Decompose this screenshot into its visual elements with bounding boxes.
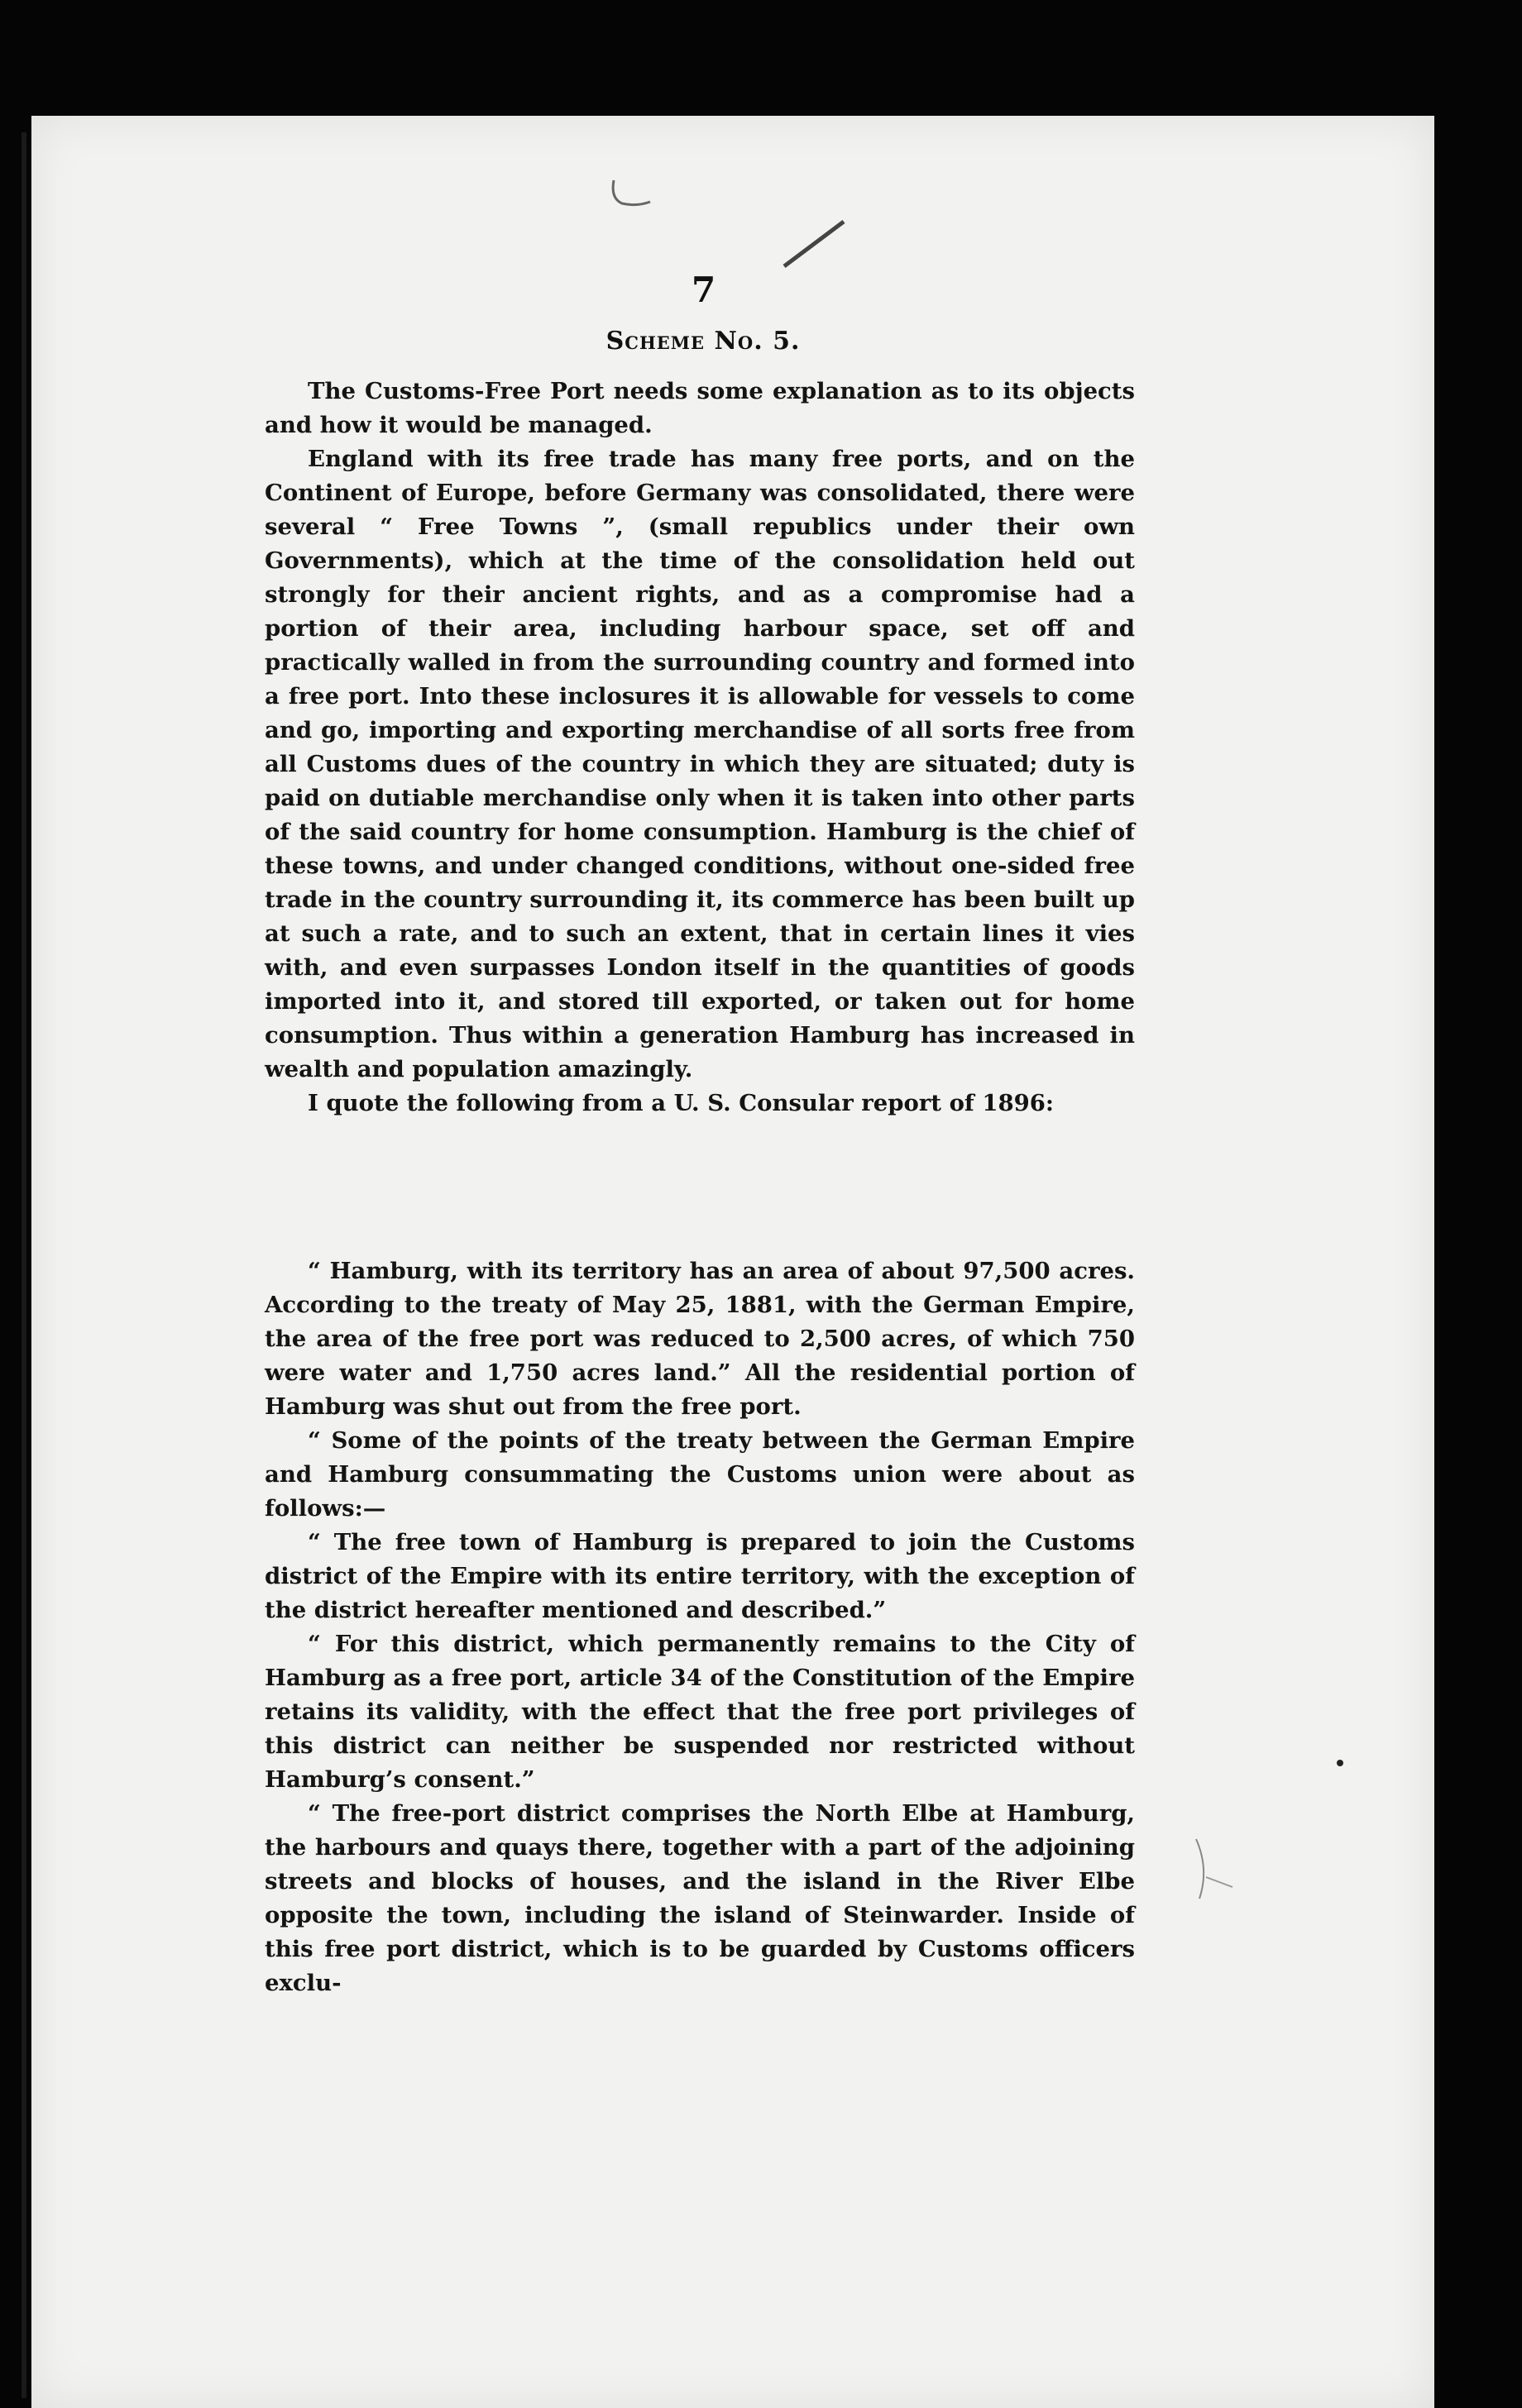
paragraph: “ For this district, which permanently remains to the City of Hamburg as a free port, article 34 of the Constitution of the Empire retains its validity, with the effect that the free port privileges of this district can neither be suspended nor restricted without Hamburg’s consent.” [265,1631,1135,1793]
paragraph: I quote the following from a U. S. Consular report of 1896: [308,1090,1055,1116]
section-heading: Scheme No. 5. [605,327,801,356]
paragraph: “ The free-port district comprises the North Elbe at Hamburg, the harbours and quays there, together with a part of the adjoining streets and blocks of houses, and the island in the River Elbe opposite the town, including the island of Steinwarder. Inside of this free port district, which is to be guarded by Customs officers exclu- [265,1800,1135,1996]
paragraph: England with its free trade has many free ports, and on the Continent of Europe, before Germany was consolidated, there were several “ Free Towns ”, (small republics under their own Governments), which at the time of the consolidation held out strongly for their ancient rights, and as a compromise had a portion of their area, including harbour space, set off and practically walled in from the surrounding country and formed into a free port. Into these inclosures it is allowable for vessels to come and go, importing and exporting merchandise of all sorts free from all Customs dues of the country in which they are situated; duty is paid on dutiable merchandise only when it is taken into other parts of the said country for home consumption. Hamburg is the chief of these towns, and under changed conditions, without one-sided free trade in the country surrounding it, its commerce has been built up at such a rate, and to such an extent, that in certain lines it vies with, and even surpasses London itself in the quantities of goods imported into it, and stored till exported, or taken out for home consumption. Thus within a generation Hamburg has increased in wealth and population amazingly. [265,446,1135,1082]
paragraph: “ The free town of Hamburg is prepared to join the Customs district of the Empire with its entire territory, with the exception of the district hereafter mentioned and described.” [265,1529,1135,1623]
paragraph: “ Hamburg, with its territory has an area of about 97,500 acres. According to the treaty of May 25, 1881, with the German Empire, the area of the free port was reduced to 2,500 acres, of which 750 were water and 1,750 acres land.” All the residential portion of Hamburg was shut out from the free port. [265,1258,1135,1420]
paragraph: The Customs-Free Port needs some explanation as to its objects and how it would be managed. [265,378,1135,438]
page-number: 7 [692,270,716,310]
body-text-part1 [265,375,1135,1120]
body-text-part2 [265,1254,1135,2000]
paragraph: “ Some of the points of the treaty between the German Empire and Hamburg consummating the Customs union were about as follows:— [265,1427,1135,1522]
